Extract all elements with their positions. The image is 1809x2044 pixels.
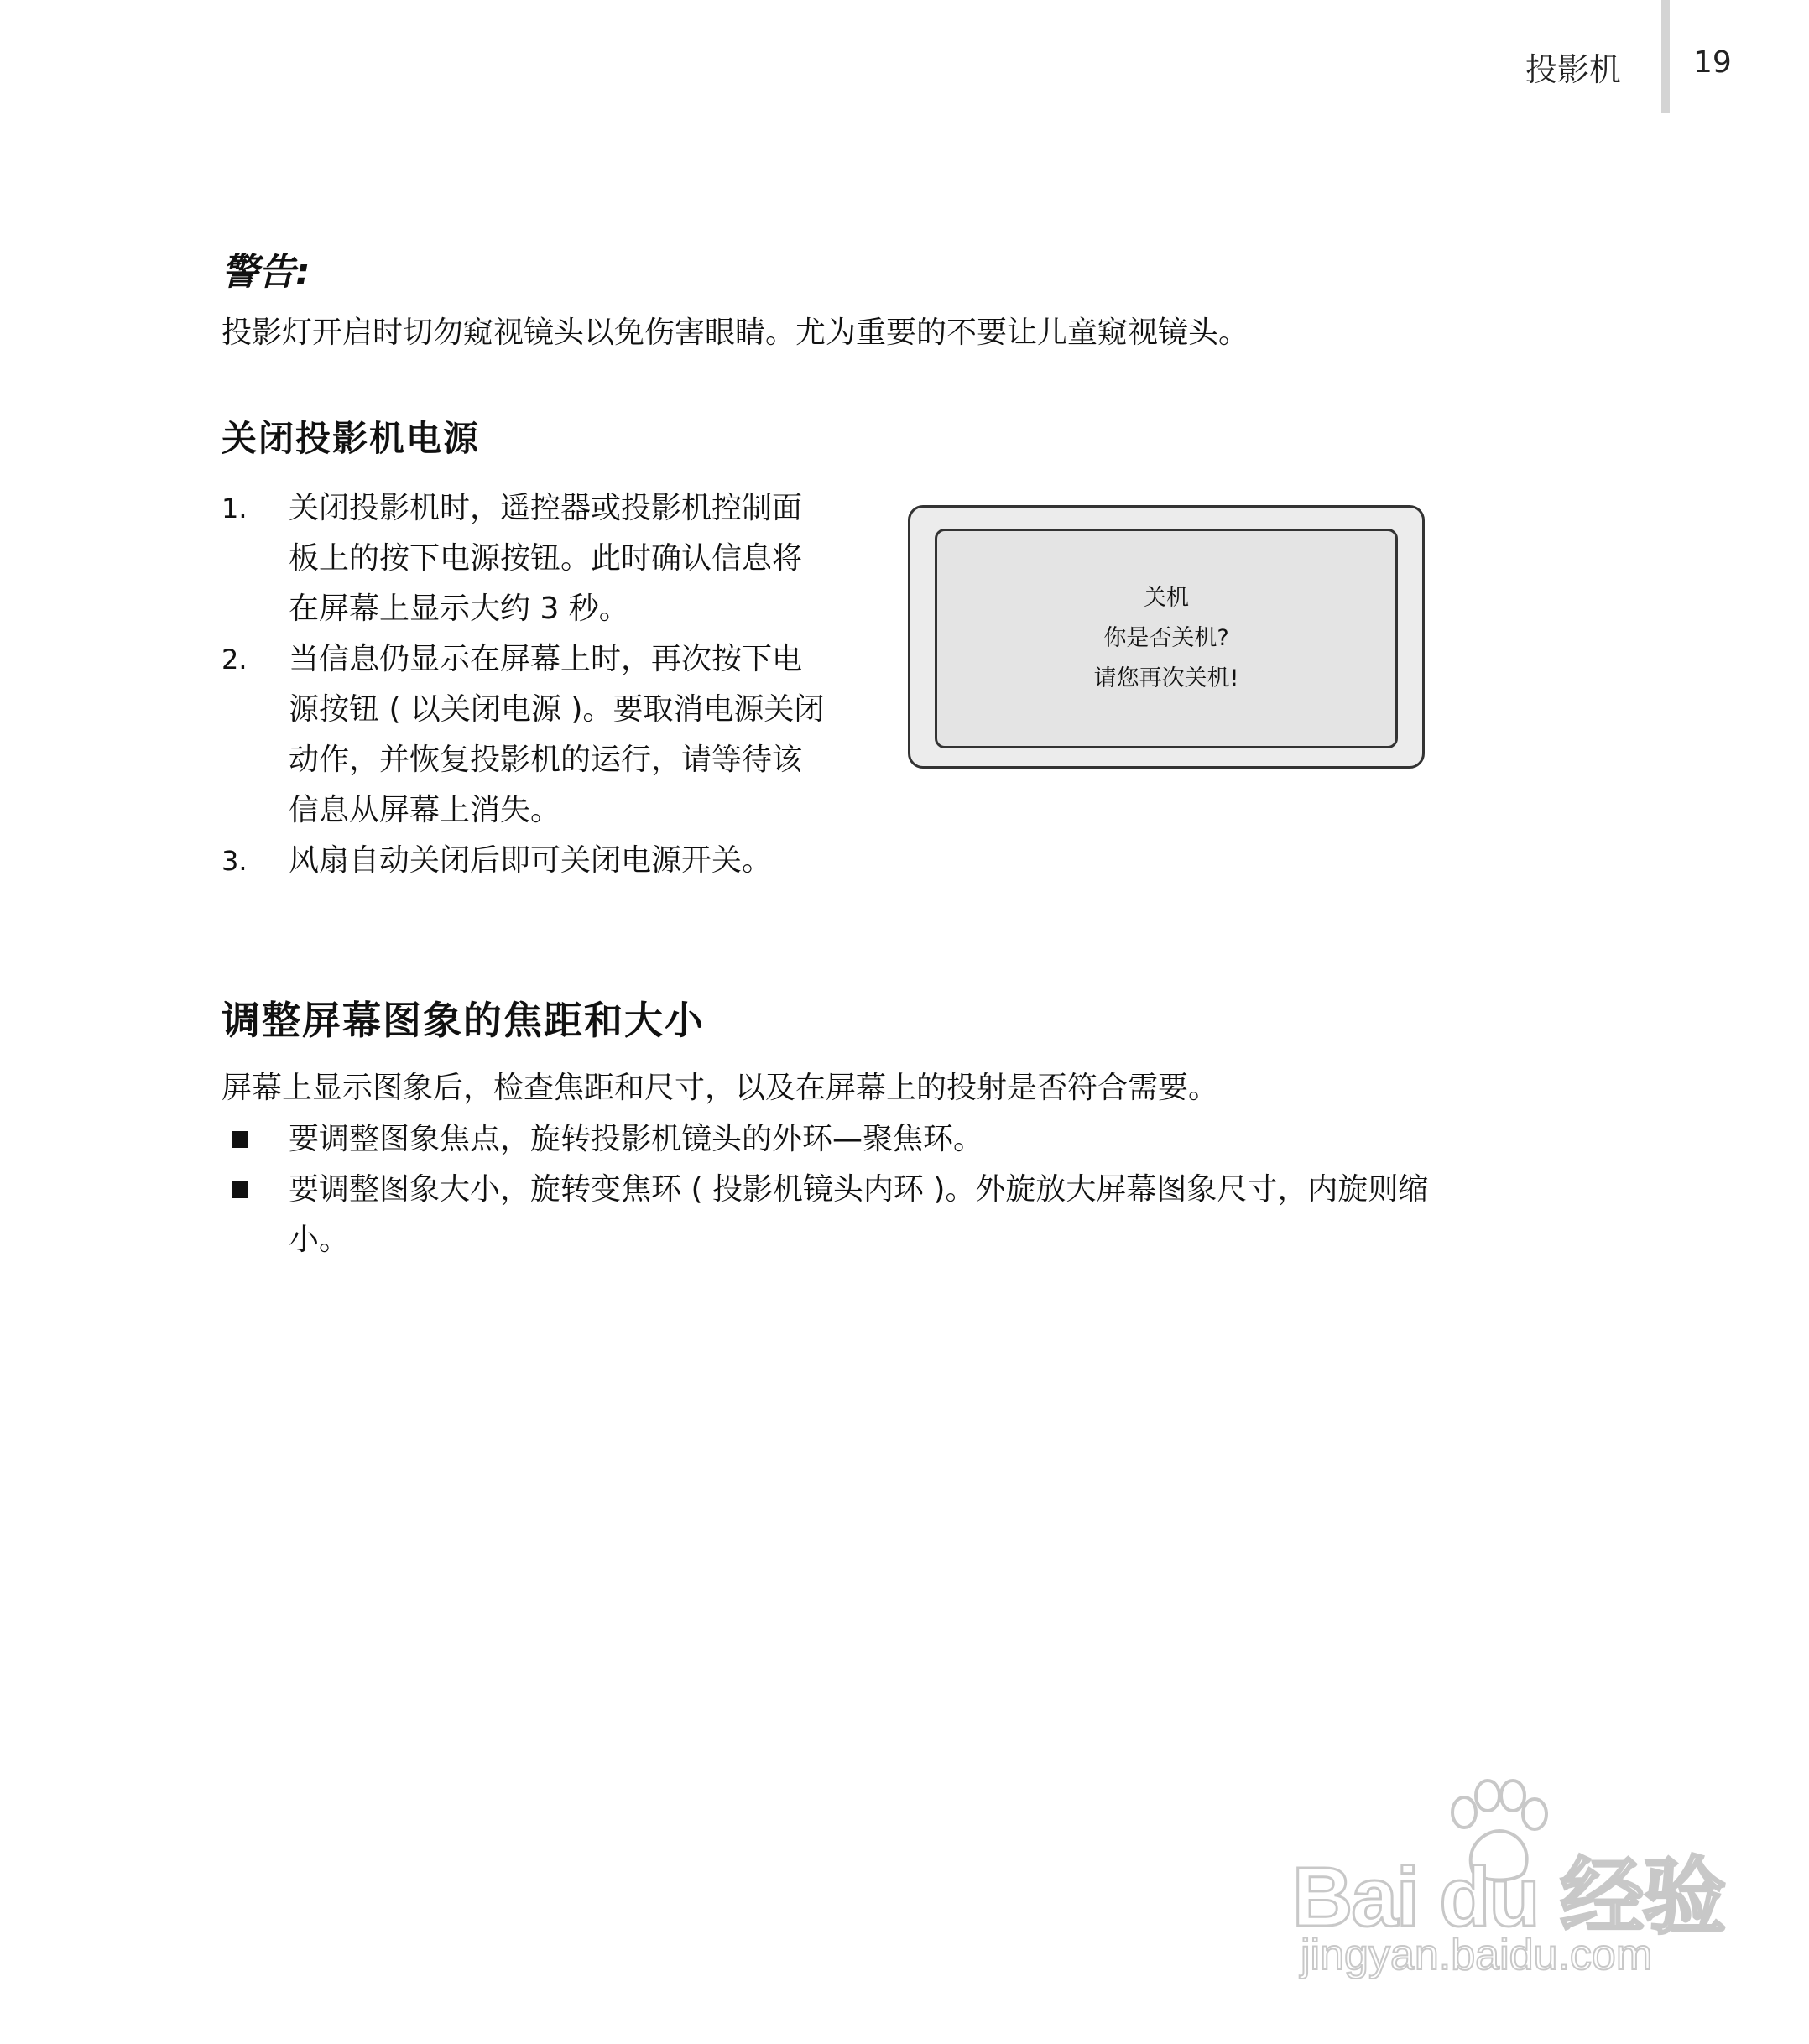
list-item [222, 1165, 1480, 1265]
step-number: 2. [222, 644, 248, 675]
section-focus-title: 调整屏幕图象的焦距和大小 [222, 998, 705, 1043]
section-focus-intro: 屏幕上显示图象后，检查焦距和尺寸，以及在屏幕上的投射是否符合需要。 [222, 1071, 1219, 1105]
square-bullet-icon [232, 1131, 248, 1148]
step-number: 1. [222, 493, 248, 524]
header-divider [1661, 0, 1670, 113]
warning-text: 投影灯开启时切勿窥视镜头以免伤害眼睛。尤为重要的不要让儿童窥视镜头。 [222, 315, 1249, 350]
osd-instruction: 请您再次关机! [1093, 665, 1239, 691]
page-number: 19 [1693, 45, 1732, 80]
baidu-jingyan-watermark [1275, 1779, 1725, 1980]
square-bullet-icon [232, 1181, 248, 1198]
watermark-brand: Bai du 经验 [1292, 1850, 1725, 1944]
power-off-steps [222, 483, 826, 886]
step-text: 关闭投影机时，遥控器或投影机控制面板上的按下电源按钮。此时确认信息将在屏幕上显示大约 3 秒。 [289, 491, 803, 626]
list-item [222, 483, 826, 634]
step-text: 风扇自动关闭后即可关闭电源开关。 [289, 843, 773, 878]
bullet-text: 要调整图象大小，旋转变焦环 ( 投影机镜头内环 )。外旋放大屏幕图象尺寸，内旋则缩小。 [289, 1172, 1429, 1257]
list-item [222, 1114, 1480, 1165]
osd-question: 你是否关机? [1103, 625, 1229, 651]
section-power-off-title: 关闭投影机电源 [222, 418, 481, 459]
step-number: 3. [222, 845, 248, 877]
step-text: 当信息仍显示在屏幕上时，再次按下电源按钮 ( 以关闭电源 )。要取消电源关闭动作，并恢复投影机的运行，请等待该信息从屏幕上消失。 [289, 642, 825, 827]
list-item [222, 836, 826, 886]
osd-title: 关机 [1144, 585, 1189, 611]
focus-bullets [222, 1114, 1480, 1265]
list-item [222, 634, 826, 836]
watermark-url: jingyan.baidu.com [1301, 1931, 1653, 1979]
header-title: 投影机 [1525, 51, 1622, 88]
bullet-text: 要调整图象焦点，旋转投影机镜头的外环—聚焦环。 [289, 1122, 984, 1156]
warning-title: 警告: [222, 251, 310, 294]
